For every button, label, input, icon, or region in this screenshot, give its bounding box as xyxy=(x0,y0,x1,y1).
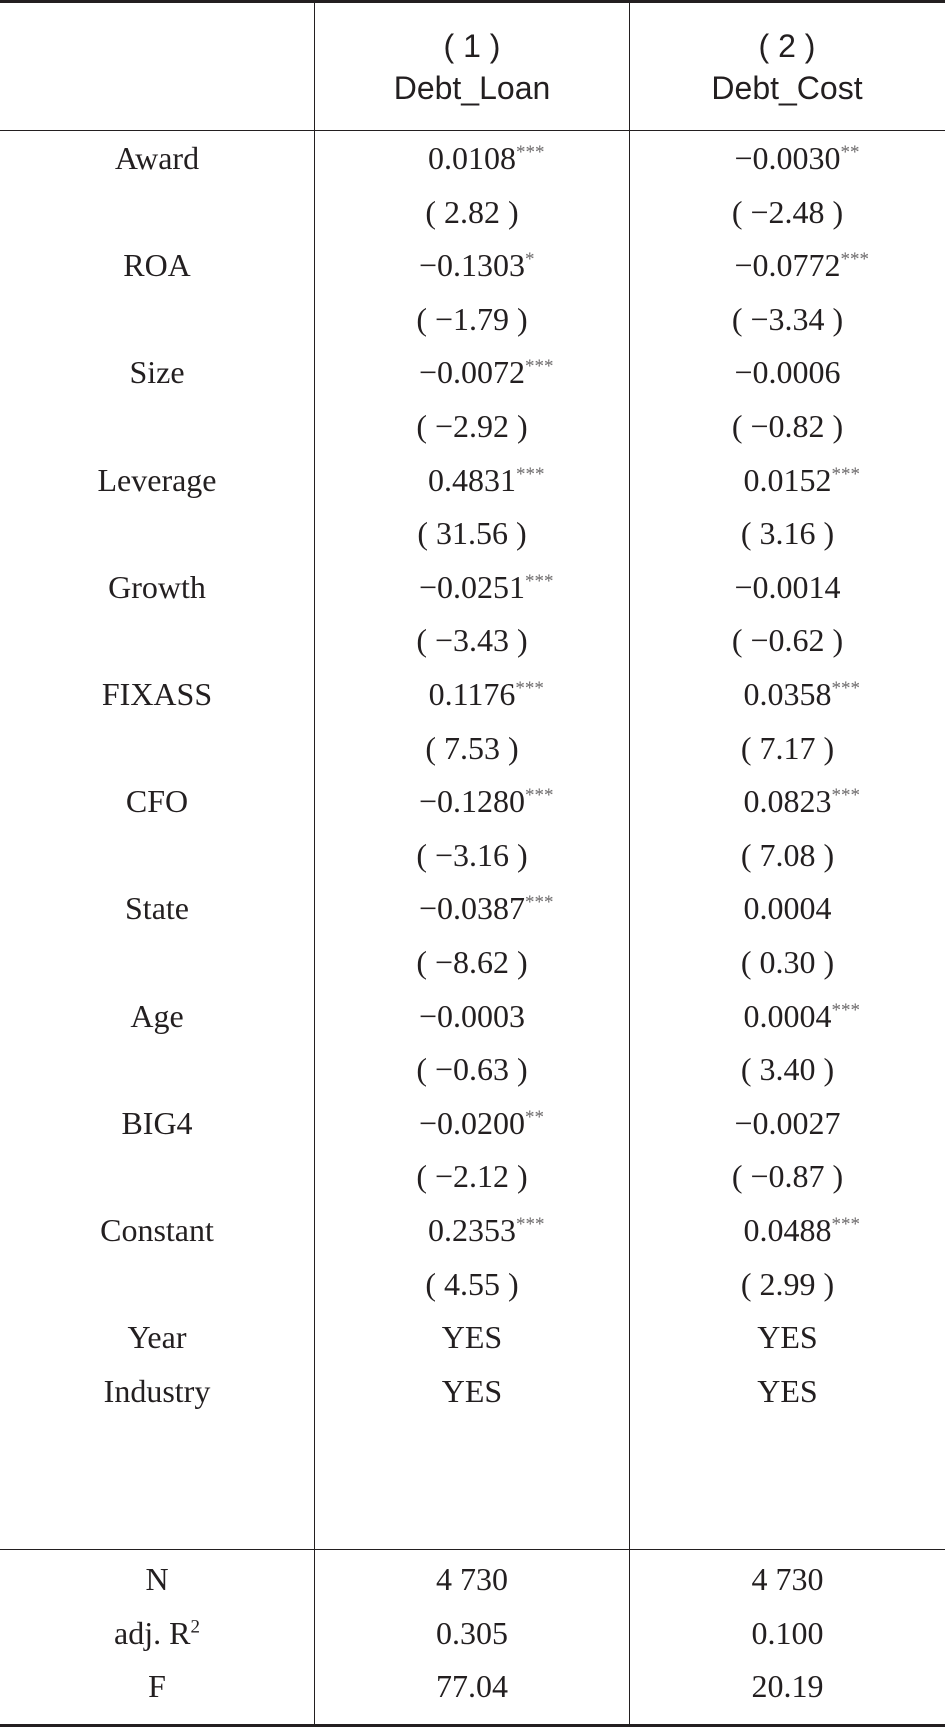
cell-debt-loan-text: −0.0003 xyxy=(418,997,526,1034)
significance-stars: *** xyxy=(831,678,860,699)
cell-debt-cost-value xyxy=(757,1362,817,1421)
cell-debt-cost-text: 0.0004 xyxy=(743,890,832,927)
cell-debt-cost-value xyxy=(734,1094,840,1153)
cell-debt-cost-text: 0.0152 xyxy=(743,461,832,498)
table-row xyxy=(0,879,945,938)
row-label xyxy=(0,772,314,831)
cell-debt-loan-text: ( −8.62 ) xyxy=(416,944,528,980)
cell-debt-loan-value xyxy=(442,1308,502,1367)
stats-label xyxy=(0,1657,314,1716)
significance-stars: *** xyxy=(516,1214,545,1235)
row-label xyxy=(0,1094,314,1153)
cell-debt-cost xyxy=(630,1362,945,1421)
row-label-value xyxy=(125,879,189,938)
row-label-value xyxy=(128,1308,187,1367)
cell-debt-loan-value xyxy=(416,397,527,456)
stats-debt-loan-text: 0.305 xyxy=(436,1614,508,1651)
row-label-value xyxy=(123,236,191,295)
significance-stars: ** xyxy=(525,1106,545,1128)
stats-debt-cost-value xyxy=(752,1604,824,1663)
significance-stars: *** xyxy=(516,463,545,485)
cell-debt-cost xyxy=(630,290,945,349)
table-row xyxy=(0,1040,945,1099)
row-label xyxy=(0,397,314,456)
column-number-2: ( 2 ) xyxy=(758,27,816,64)
cell-debt-cost xyxy=(630,451,945,510)
cell-debt-cost-text: YES xyxy=(757,1319,818,1356)
significance-stars: *** xyxy=(831,1214,860,1235)
cell-debt-cost-text: ( 3.40 ) xyxy=(740,1051,835,1088)
cell-debt-cost xyxy=(630,1094,945,1153)
row-label-value xyxy=(130,987,183,1046)
cell-debt-loan xyxy=(315,1094,629,1153)
stats-debt-loan-text: 77.04 xyxy=(436,1668,508,1705)
cell-debt-cost-value xyxy=(743,987,860,1046)
row-label-value xyxy=(108,558,206,617)
cell-debt-cost xyxy=(630,397,945,456)
cell-debt-loan xyxy=(315,933,629,992)
cell-debt-cost-value xyxy=(741,1255,834,1314)
cell-debt-cost-value xyxy=(743,1201,860,1260)
cell-debt-loan xyxy=(315,397,629,456)
cell-debt-cost xyxy=(630,1308,945,1367)
cell-debt-cost-text: −0.0006 xyxy=(734,354,841,391)
cell-debt-loan-text: ( 31.56 ) xyxy=(417,515,527,552)
table-row xyxy=(0,183,945,242)
cell-debt-loan-text: ( −3.43 ) xyxy=(416,622,528,659)
cell-debt-cost xyxy=(630,1040,945,1099)
cell-debt-cost-text: ( 7.08 ) xyxy=(740,836,835,873)
cell-debt-cost-value xyxy=(744,879,832,938)
row-label-text: CFO xyxy=(125,783,189,820)
stats-debt-loan-value xyxy=(436,1604,508,1663)
cell-debt-loan-text: −0.0200 xyxy=(418,1104,526,1141)
stats-debt-loan xyxy=(315,1604,629,1663)
significance-stars: *** xyxy=(831,785,860,807)
row-label-text: State xyxy=(125,890,189,927)
row-label xyxy=(0,236,314,295)
cell-debt-loan-value xyxy=(428,129,545,188)
cell-debt-loan-text: −0.1303 xyxy=(418,247,526,284)
table-row xyxy=(0,1255,945,1314)
stats-debt-loan-value xyxy=(436,1657,508,1716)
column-number-1: ( 1 ) xyxy=(443,27,501,64)
cell-debt-cost xyxy=(630,611,945,670)
cell-debt-cost xyxy=(630,1201,945,1260)
cell-debt-cost-value xyxy=(743,451,860,510)
cell-debt-loan xyxy=(315,1308,629,1367)
cell-debt-loan-value xyxy=(416,1147,527,1206)
significance-stars: *** xyxy=(840,249,870,271)
table-row xyxy=(0,1201,945,1260)
cell-debt-loan-value xyxy=(428,451,545,510)
stats-debt-loan xyxy=(315,1657,629,1716)
row-label-value xyxy=(115,129,199,188)
cell-debt-loan-value xyxy=(442,1362,502,1421)
row-label-text: ROA xyxy=(123,247,191,284)
stats-debt-cost-text: 20.19 xyxy=(751,1668,824,1705)
cell-debt-loan-text: −0.0387 xyxy=(418,890,526,927)
cell-debt-loan xyxy=(315,451,629,510)
cell-debt-loan xyxy=(315,129,629,188)
stats-row xyxy=(0,1604,945,1663)
cell-debt-loan xyxy=(315,665,629,724)
cell-debt-loan xyxy=(315,504,629,563)
cell-debt-cost-text: ( −0.87 ) xyxy=(731,1158,844,1195)
cell-debt-loan-text: ( 2.82 ) xyxy=(425,193,519,230)
table-row xyxy=(0,236,945,295)
table-row xyxy=(0,504,945,563)
cell-debt-cost-value xyxy=(734,343,840,402)
cell-debt-loan-value xyxy=(418,236,535,295)
cell-debt-cost-text: ( 0.30 ) xyxy=(740,944,835,980)
cell-debt-loan-text: ( −0.63 ) xyxy=(416,1051,528,1088)
significance-stars: *** xyxy=(831,463,860,485)
row-label-text: Constant xyxy=(100,1212,214,1248)
stats-debt-cost xyxy=(630,1657,945,1716)
row-label-text: BIG4 xyxy=(121,1104,193,1141)
row-label xyxy=(0,1201,314,1260)
cell-debt-cost-text: 0.0488 xyxy=(743,1212,832,1248)
row-label xyxy=(0,129,314,188)
table-row xyxy=(0,1094,945,1153)
cell-debt-loan-text: −0.1280 xyxy=(418,783,526,820)
table-row xyxy=(0,451,945,510)
cell-debt-loan-value xyxy=(419,987,525,1046)
table-row xyxy=(0,933,945,992)
cell-debt-cost-text: −0.0027 xyxy=(734,1104,841,1141)
cell-debt-cost xyxy=(630,1255,945,1314)
cell-debt-cost-text: −0.0014 xyxy=(734,568,841,605)
cell-debt-cost-value xyxy=(734,558,840,617)
stats-debt-loan xyxy=(315,1550,629,1609)
row-label-value xyxy=(102,665,212,724)
stats-debt-cost xyxy=(630,1550,945,1609)
cell-debt-loan-text: ( −1.79 ) xyxy=(416,300,528,337)
stats-debt-cost-value xyxy=(752,1550,824,1609)
row-label xyxy=(0,1255,314,1314)
cell-debt-cost-text: ( 7.17 ) xyxy=(740,729,835,766)
row-label-text: Age xyxy=(130,997,184,1034)
cell-debt-cost-text: ( −0.82 ) xyxy=(731,408,844,444)
cell-debt-loan-value xyxy=(428,1201,545,1260)
cell-debt-cost-text: ( −2.48 ) xyxy=(731,193,844,230)
table-row xyxy=(0,129,945,188)
row-label xyxy=(0,1308,314,1367)
stats-debt-cost-text: 4 730 xyxy=(751,1561,824,1597)
row-label-value xyxy=(97,451,216,510)
cell-debt-cost xyxy=(630,183,945,242)
significance-stars: *** xyxy=(831,999,860,1021)
table-row xyxy=(0,719,945,778)
row-label-value xyxy=(121,1094,192,1153)
cell-debt-loan-text: 0.4831 xyxy=(428,461,516,498)
cell-debt-cost-text: ( 2.99 ) xyxy=(740,1265,835,1302)
cell-debt-loan xyxy=(315,1147,629,1206)
cell-debt-cost-text: −0.0030 xyxy=(734,140,841,176)
cell-debt-loan-value xyxy=(416,1040,527,1099)
cell-debt-loan-value xyxy=(428,665,544,724)
cell-debt-loan xyxy=(315,987,629,1046)
cell-debt-cost xyxy=(630,933,945,992)
row-label xyxy=(0,611,314,670)
cell-debt-loan xyxy=(315,343,629,402)
cell-debt-cost-value xyxy=(743,772,860,831)
cell-debt-loan-value xyxy=(418,343,554,402)
cell-debt-cost-value xyxy=(732,397,843,456)
cell-debt-cost-value xyxy=(734,129,860,188)
row-label-text: Size xyxy=(129,354,185,391)
cell-debt-loan-text: −0.0072 xyxy=(418,354,526,391)
row-label xyxy=(0,183,314,242)
table-row xyxy=(0,987,945,1046)
cell-debt-loan-text: 0.2353 xyxy=(428,1212,516,1248)
row-label xyxy=(0,504,314,563)
cell-debt-cost xyxy=(630,772,945,831)
cell-debt-loan-text: −0.0251 xyxy=(418,568,526,605)
cell-debt-loan-text: YES xyxy=(441,1319,503,1356)
row-label-text: Growth xyxy=(108,568,206,605)
row-label-text: Year xyxy=(127,1319,187,1356)
cell-debt-cost-text: −0.0772 xyxy=(734,247,841,284)
stats-debt-loan-value xyxy=(436,1550,508,1609)
cell-debt-cost xyxy=(630,987,945,1046)
cell-debt-cost-value xyxy=(757,1308,817,1367)
cell-debt-cost xyxy=(630,504,945,563)
cell-debt-cost-value xyxy=(741,826,834,885)
cell-debt-loan-value xyxy=(416,290,527,349)
cell-debt-cost-text: ( −0.62 ) xyxy=(731,622,844,659)
row-label xyxy=(0,290,314,349)
cell-debt-loan-value xyxy=(417,504,526,563)
table-row xyxy=(0,343,945,402)
cell-debt-cost xyxy=(630,1147,945,1206)
cell-debt-loan-value xyxy=(416,826,527,885)
significance-stars: *** xyxy=(525,356,554,378)
cell-debt-loan-value xyxy=(416,611,527,670)
cell-debt-loan-text: 0.0108 xyxy=(428,140,516,176)
stats-row xyxy=(0,1550,945,1609)
cell-debt-cost xyxy=(630,719,945,778)
row-label xyxy=(0,343,314,402)
stats-row xyxy=(0,1657,945,1716)
row-label xyxy=(0,1040,314,1099)
cell-debt-loan-text: ( −2.92 ) xyxy=(416,408,528,444)
row-label xyxy=(0,665,314,724)
row-label-value xyxy=(104,1362,211,1421)
cell-debt-cost-value xyxy=(741,719,834,778)
row-label xyxy=(0,1362,314,1421)
cell-debt-loan xyxy=(315,826,629,885)
cell-debt-cost-value xyxy=(734,236,870,295)
cell-debt-loan xyxy=(315,290,629,349)
table-row xyxy=(0,665,945,724)
cell-debt-loan xyxy=(315,236,629,295)
cell-debt-loan xyxy=(315,1255,629,1314)
table-row xyxy=(0,290,945,349)
cell-debt-cost-value xyxy=(732,611,843,670)
row-label-text: Leverage xyxy=(97,461,217,498)
row-label-text: Industry xyxy=(103,1372,211,1409)
cell-debt-cost-text: 0.0358 xyxy=(743,676,832,712)
column-header-1 xyxy=(315,3,629,130)
stats-label-superscript: 2 xyxy=(190,1615,200,1637)
cell-debt-cost-text: YES xyxy=(757,1372,818,1409)
row-label-value xyxy=(126,772,188,831)
cell-debt-cost xyxy=(630,558,945,617)
cell-debt-loan-text: ( −2.12 ) xyxy=(416,1158,528,1195)
row-label-text: FIXASS xyxy=(101,676,213,712)
cell-debt-loan-text: ( 7.53 ) xyxy=(425,729,519,766)
stats-debt-loan-text: 4 730 xyxy=(436,1561,508,1597)
cell-debt-loan xyxy=(315,719,629,778)
stats-label-text: F xyxy=(148,1668,166,1705)
cell-debt-loan-text: ( 4.55 ) xyxy=(425,1265,519,1302)
row-label-value xyxy=(129,343,184,402)
cell-debt-loan xyxy=(315,879,629,938)
table-row xyxy=(0,826,945,885)
cell-debt-loan xyxy=(315,611,629,670)
significance-stars: *** xyxy=(525,570,554,592)
cell-debt-cost-text: 0.0823 xyxy=(743,783,832,820)
cell-debt-loan-value xyxy=(425,183,518,242)
stats-debt-cost xyxy=(630,1604,945,1663)
stats-label-text: N xyxy=(145,1561,169,1597)
cell-debt-cost-text: ( −3.34 ) xyxy=(731,300,844,337)
cell-debt-loan-text: 0.1176 xyxy=(428,676,516,712)
cell-debt-cost xyxy=(630,236,945,295)
cell-debt-cost-value xyxy=(741,504,834,563)
table-row xyxy=(0,611,945,670)
column-name-1: Debt_Loan xyxy=(393,69,551,106)
significance-stars: ** xyxy=(840,142,860,163)
cell-debt-loan-value xyxy=(425,719,518,778)
row-label xyxy=(0,879,314,938)
stats-label-text: adj. R xyxy=(114,1614,191,1651)
row-label xyxy=(0,987,314,1046)
cell-debt-loan-value xyxy=(418,879,554,938)
table-row xyxy=(0,1147,945,1206)
cell-debt-loan xyxy=(315,558,629,617)
cell-debt-cost-value xyxy=(732,1147,843,1206)
row-label xyxy=(0,933,314,992)
table-row xyxy=(0,397,945,456)
table-row xyxy=(0,558,945,617)
significance-stars: *** xyxy=(525,785,554,807)
row-label-text: Award xyxy=(114,140,200,176)
cell-debt-cost-text: ( 3.16 ) xyxy=(740,515,835,552)
cell-debt-loan-value xyxy=(416,933,527,992)
table-row xyxy=(0,1362,945,1421)
cell-debt-loan xyxy=(315,1201,629,1260)
significance-stars: * xyxy=(525,249,535,271)
cell-debt-cost xyxy=(630,343,945,402)
cell-debt-loan-value xyxy=(418,772,554,831)
stats-label xyxy=(0,1604,314,1663)
cell-debt-loan-value xyxy=(418,558,554,617)
row-label xyxy=(0,826,314,885)
column-name-2: Debt_Cost xyxy=(711,69,863,106)
row-label xyxy=(0,558,314,617)
cell-debt-cost-value xyxy=(741,1040,834,1099)
cell-debt-loan-value xyxy=(425,1255,518,1314)
row-label xyxy=(0,719,314,778)
cell-debt-cost xyxy=(630,665,945,724)
stats-label xyxy=(0,1550,314,1609)
row-label xyxy=(0,1147,314,1206)
cell-debt-loan xyxy=(315,772,629,831)
cell-debt-loan xyxy=(315,1362,629,1421)
cell-debt-loan-text: YES xyxy=(441,1372,503,1409)
table-row xyxy=(0,1308,945,1367)
cell-debt-loan xyxy=(315,183,629,242)
cell-debt-cost-value xyxy=(732,290,843,349)
cell-debt-cost-text: 0.0004 xyxy=(743,997,832,1034)
cell-debt-cost xyxy=(630,879,945,938)
significance-stars: *** xyxy=(515,678,544,699)
row-label-value xyxy=(100,1201,214,1260)
cell-debt-loan-text: ( −3.16 ) xyxy=(416,836,528,873)
column-header-2 xyxy=(630,3,944,130)
significance-stars: *** xyxy=(516,142,545,163)
table-row xyxy=(0,772,945,831)
stats-debt-cost-value xyxy=(752,1657,824,1716)
cell-debt-cost-value xyxy=(743,665,860,724)
cell-debt-loan xyxy=(315,1040,629,1099)
bottom-rule xyxy=(0,1724,945,1727)
cell-debt-cost-value xyxy=(741,933,834,992)
significance-stars: *** xyxy=(525,892,554,914)
cell-debt-cost xyxy=(630,129,945,188)
cell-debt-loan-value xyxy=(418,1094,545,1153)
cell-debt-cost xyxy=(630,826,945,885)
stats-debt-cost-text: 0.100 xyxy=(751,1614,824,1651)
row-label xyxy=(0,451,314,510)
cell-debt-cost-value xyxy=(732,183,843,242)
